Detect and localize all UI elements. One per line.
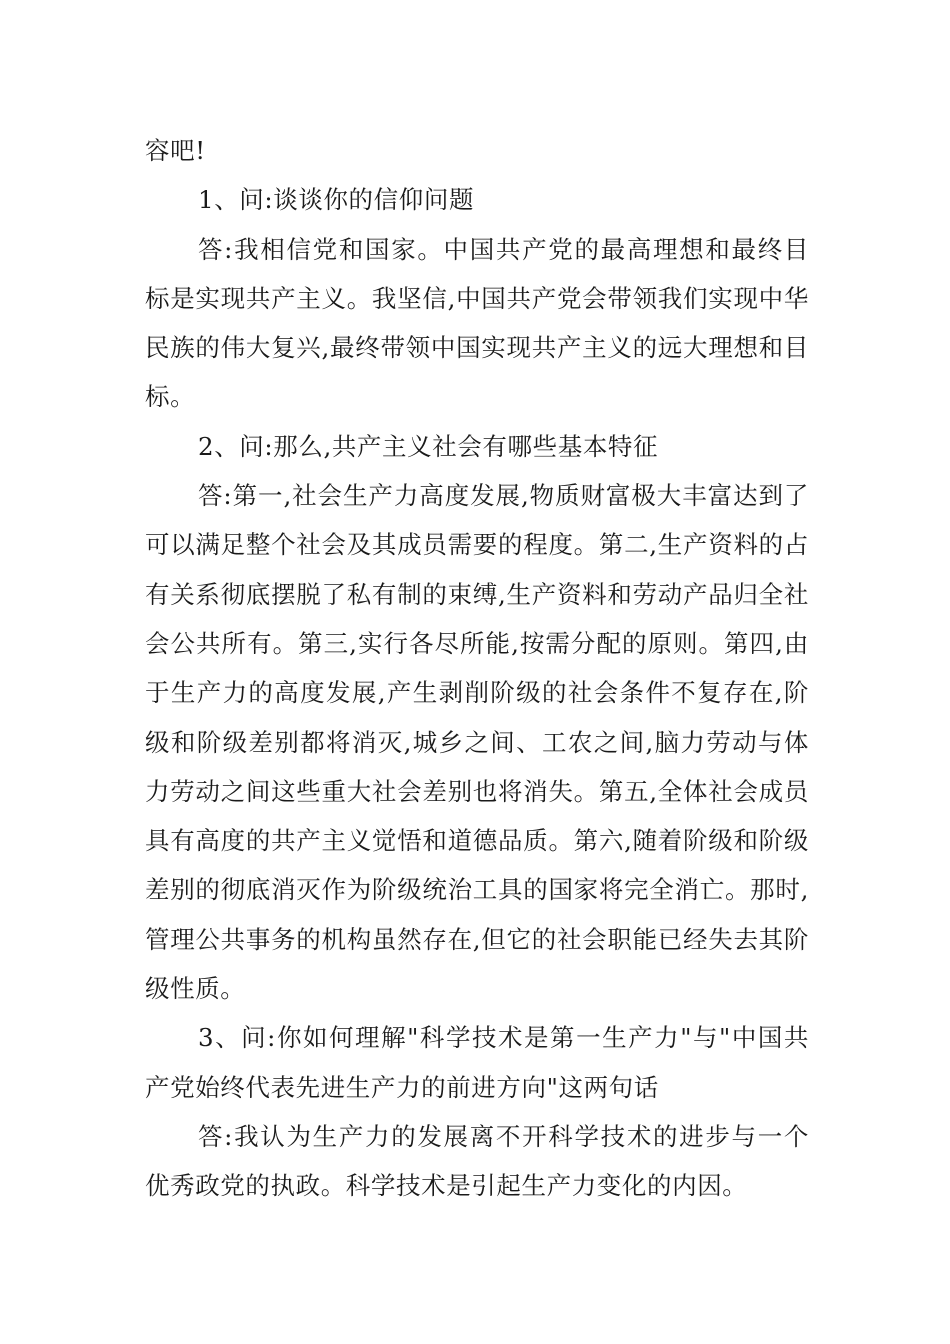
question-2: 2、问:那么,共产主义社会有哪些基本特征: [198, 431, 659, 461]
answer-1: 答:我相信党和国家。中国共产党的最高理想和最终目标是实现共产主义。我坚信,中国共产党会带领我们实现中华民族的伟大复兴,最终带领中国实现共产主义的远大理想和目标。: [145, 234, 809, 412]
question-3: 3、问:你如何理解"科学技术是第一生产力"与"中国共产党始终代表先进生产力的前进方向"这两句话: [145, 1023, 809, 1102]
answer-3: 答:我认为生产力的发展离不开科学技术的进步与一个优秀政党的执政。科学技术是引起生产力变化的内因。: [145, 1121, 809, 1201]
answer-2: 答:第一,社会生产力高度发展,物质财富极大丰富达到了可以满足整个社会及其成员需要的程度。第二,生产资料的占有关系彻底摆脱了私有制的束缚,生产资料和劳动产品归全社会公共所有。第三,实行各尽所能,按需分配的原则。第四,由于生产力的高度发展,产生剥削阶级的社会条件不复存在,阶级和阶级差别都将消灭,城乡之间、工农之间,脑力劳动与体力劳动之间这些重大社会差别也将消失。第五,全体社会成员具有高度的共产主义觉悟和道德品质。第六,随着阶级和阶级差别的彻底消灭作为阶级统治工具的国家将完全消亡。那时,管理公共事务的机构虽然存在,但它的社会职能已经失去其阶级性质。: [145, 481, 809, 1004]
question-1: 1、问:谈谈你的信仰问题: [198, 185, 475, 215]
document-body: [145, 126, 809, 1211]
paragraph-continuation: 容吧!: [145, 136, 206, 165]
